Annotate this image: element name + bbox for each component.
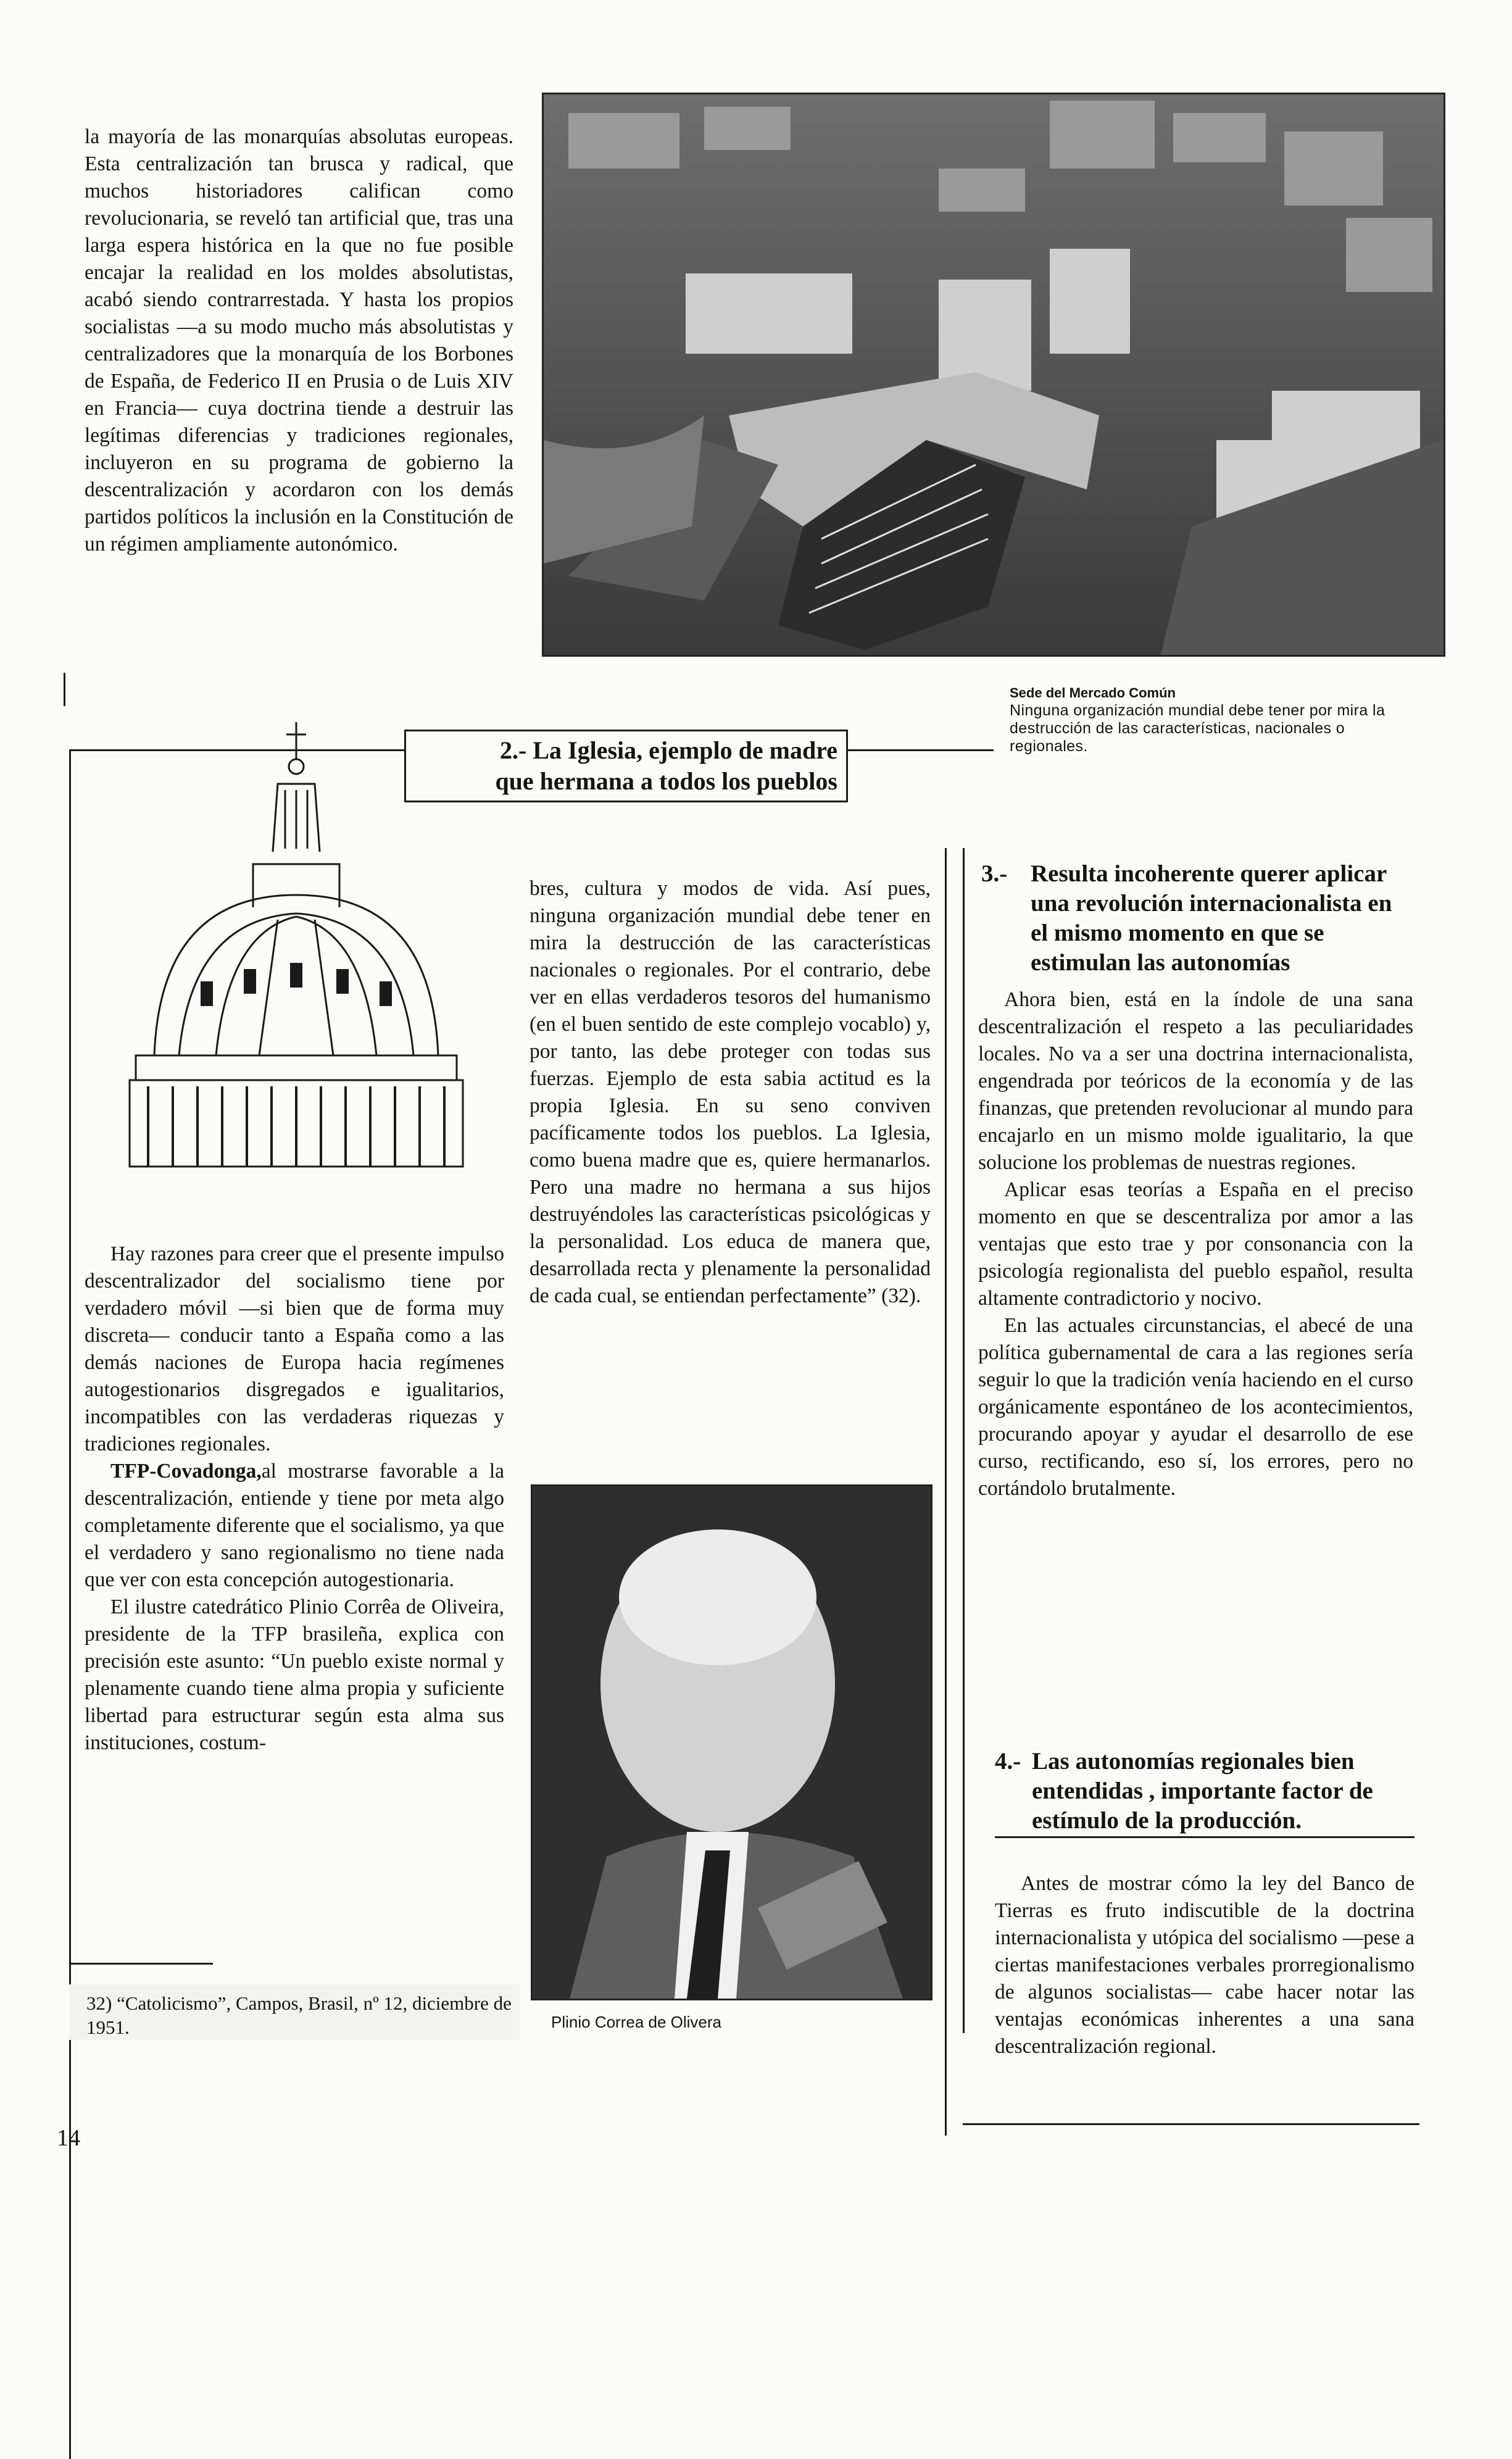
left-paragraph-2-text: al mostrarse favorable a la descentralización, entiende y tiene por meta algo completamente diferente que el socialismo, ya que el verdadero y sano regionalismo no tiene nada que ver con esta concepción autogestionaria. [85,1460,504,1591]
left-paragraph-3: El ilustre catedrático Plinio Corrêa de Oliveira, presidente de la TFP brasileña, explica con precisión este asunto: “Un pueblo existe normal y plenamente cuando tiene alma propia y suficiente libertad para estructurar según esta alma sus instituciones, costum- [85,1596,504,1754]
section3-text [978,986,1413,1502]
left-column-text [85,1241,504,1757]
section3-number: 3.- [981,860,1008,887]
footnote-text: 32) “Catolicismo”, Campos, Brasil, nº 12, diciembre de 1951. [86,1992,512,2038]
section2-heading-line2: que hermana a todos los pueblos [495,767,837,795]
footnote-separator [71,1963,213,1965]
portrait-photo-plinio [531,1484,933,2000]
portrait-illustration [533,1486,931,1999]
section4-number: 4.- [995,1748,1021,1775]
section4-underline [995,1836,1414,1838]
aerial-city-illustration [544,94,1443,655]
photo-caption-body: Ninguna organización mundial debe tener por mira la destrucción de las características, nacionales o regionales. [1010,702,1385,755]
intro-paragraph-text: la mayoría de las monarquías absolutas europeas. Esta centralización tan brusca y radical, que muchos historiadores califican como revolucionaria, se reveló tan artificial que, tras una larga espera histórica en la que no fue posible encajar la realidad en los moldes absolutistas, acabó siendo contrarrestada. Y hasta los propios socialistas —a su modo mucho más absolutistas y centralizadores que la monarquía de los Borbones de España, de Federico II en Prusia o de Luis XIV en Francia— cuya doctrina tiende a destruir las legítimas diferencias y tradiciones regionales, incluyeron en su programa de gobierno la descentralización y acordaron con los demás partidos políticos la inclusión en la Constitución de un régimen ampliamente autonómico. [85,125,513,555]
photo-caption [1010,684,1411,755]
section2-left-vertical-rule [69,749,71,2459]
section4-text [995,1870,1414,2060]
portrait-caption: Plinio Correa de Olivera [551,2013,722,2031]
tfp-covadonga-bold: TFP-Covadonga, [110,1460,262,1483]
st-peters-dome-drawing [111,710,481,1197]
aerial-photo-common-market [542,93,1445,657]
middle-column-text [530,875,931,1310]
section3-heading [981,859,1413,978]
bottom-rule [963,2123,1419,2125]
section3-paragraph-2: Aplicar esas teorías a España en el preciso momento en que se descentraliza por amor a las ventajas que esto trae y por consonancia con la psicología regionalista del pueblo español, resulta altamente contradictorio y nocivo. [978,1178,1413,1310]
section2-right-vertical-rule [945,848,947,2136]
photo-caption-title: Sede del Mercado Común [1010,685,1176,701]
section3-paragraph-1: Ahora bien, está en la índole de una sana descentralización el respeto a las peculiaridades locales. No va a ser una doctrina internacionalista, engendrada por teóricos de la economía y de las finanzas, que pretenden revolucionar al mundo para encajarlo en un mismo molde igualitario, la que solucione los problemas de nuestras regiones. [978,988,1413,1174]
section2-heading-line1: 2.- La Iglesia, ejemplo de madre [500,736,837,764]
section4-title: Las autonomías regionales bien entendidas , importante factor de estímulo de la producción. [1032,1748,1373,1834]
left-margin-rule [64,673,65,706]
section4-heading [995,1747,1414,1836]
left-paragraph-1: Hay razones para creer que el presente impulso descentralizador del socialismo tiene por verdadero móvil —si bien que de forma muy discreta— conducir tanto a España como a las demás naciones de Europa hacia regímenes autogestionarios disgregados e igualitarios, incompatibles con las verdaderas riquezas y tradiciones regionales. [85,1242,504,1455]
left-paragraph-2 [85,1458,504,1594]
section3-left-rule [963,848,965,2033]
section3-paragraph-3: En las actuales circunstancias, el abecé de una política gubernamental de cara a las regiones sería seguir lo que la tradición venía haciendo en el curso orgánicamente espontáneo de los acontecimientos, procurando apoyar y ayudar el desarrollo de ese curso, rectificando, eso sí, los errores, pero no cortándolo brutalmente. [978,1314,1413,1500]
footnote [86,1991,518,2039]
middle-paragraph: bres, cultura y modos de vida. Así pues, ninguna organización mundial debe tener en mira la destrucción de las características nacionales o regionales. Por el contrario, debe ver en ellas verdaderos tesoros del humanismo (en el buen sentido de este complejo vocablo) y, por tanto, las debe proteger con todas sus fuerzas. Ejemplo de esta sabia actitud es la propia Iglesia. En su seno conviven pacíficamente todos los pueblos. La Iglesia, como buena madre que es, quiere hermanarlos. Pero una madre no hermana a sus hijos destruyéndoles las características psicológicas y la personalidad. Los educa de manera que, desarrollada recta y plenamente la personalidad de cada cual, se entiendan perfectamente” (32). [530,877,931,1307]
section4-paragraph: Antes de mostrar cómo la ley del Banco de Tierras es fruto indiscutible de la doctrina internacionalista y utópica del socialismo —pese a ciertas manifestaciones verbales prorregionalismo de algunos socialistas— cabe hacer notar las ventajas económicas inherentes a una sana descentralización regional. [995,1872,1414,2058]
page-number: 14 [57,2125,80,2151]
section3-title: Resulta incoherente querer aplicar una revolución internacionalista en el mismo momento en que se estimulan las autonomías [1031,860,1392,976]
dome-icon [111,710,481,1197]
section2-top-rule-right [842,749,994,751]
intro-paragraph [85,123,513,558]
